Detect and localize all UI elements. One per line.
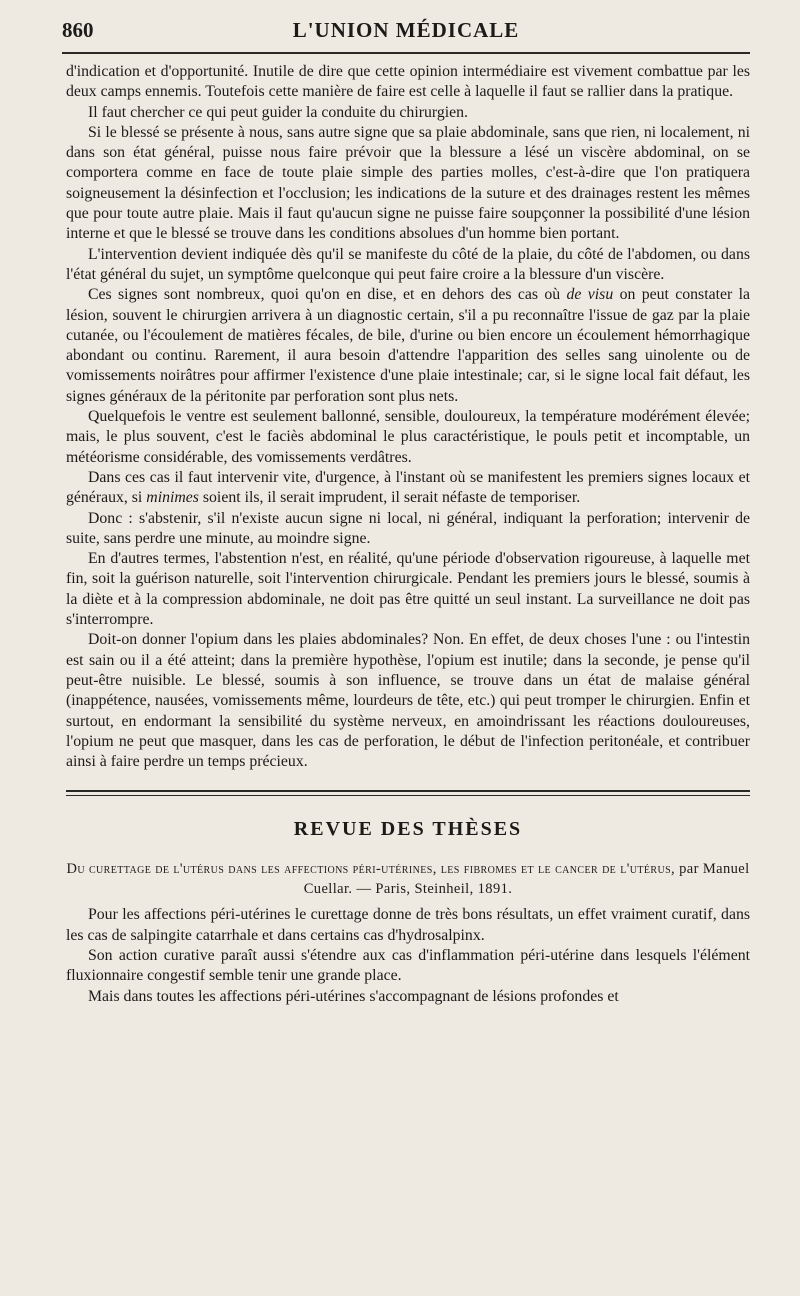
- paragraph: d'indication et d'opportunité. Inutile de dire que cette opinion intermédiaire est vivement combattue par les deux camps ennemis. Toutefois cette manière de faire est celle à laquelle il faut se rallier dans la pratique.: [66, 63, 750, 101]
- thesis-reference: [66, 859, 750, 899]
- section-separator: [66, 790, 750, 796]
- paragraph: Donc : s'abstenir, s'il n'existe aucun signe ni local, ni général, indiquant la perforation; intervenir de suite, sans perdre une minute, au moindre signe.: [66, 509, 750, 547]
- separator-rule: [66, 790, 750, 792]
- paragraph: [66, 285, 750, 407]
- paragraph-text: Dans ces cas il faut intervenir vite, d'urgence, à l'instant où se manifestent les premiers signes locaux et généraux, si: [66, 468, 750, 507]
- running-title: L'UNION MÉDICALE: [292, 18, 520, 42]
- paragraph: Son action curative paraît aussi s'étendre aux cas d'inflammation péri-utérine dans lesquels l'élément fluxionnaire congestif semble tenir une grande place.: [66, 946, 750, 985]
- paragraph: Doit-on donner l'opium dans les plaies abdominales? Non. En effet, de deux choses l'une : ou l'intestin est sain ou il a été atteint; dans la première hypothèse, l'opium est inutile; dans la seconde, je pense qu'il peut-être nuisible. Le blessé, soumis à son influence, se trouve dans un état de malaise général (inappétence, nausées, vomissements même, lourdeurs de tête, etc.) qui peut tromper le chirurgien. Enfin et surtout, en endormant la sensibilité du système nerveux, en amoindrissant les réactions douloureuses, l'opium ne peut que masquer, dans les cas de perforation, le début de l'infection peritonéale, et contribuer ainsi à faire perdre un temps précieux.: [66, 631, 750, 771]
- page-header: [62, 18, 750, 48]
- separator-rule: [66, 795, 750, 796]
- italic-phrase: minimes: [146, 489, 199, 507]
- paragraph: L'intervention devient indiquée dès qu'il se manifeste du côté de la plaie, du côté de l'abdomen, ou dans l'état général du sujet, un symptôme quelconque qui peut faire croire a la blessure d'un viscère.: [66, 245, 750, 283]
- paragraph: Pour les affections péri-utérines le curettage donne de très bons résultats, un effet vraiment curatif, dans les cas de salpingite catarrhale et dans certains cas d'hydrosalpinx.: [66, 906, 750, 944]
- reference-title: Du curettage de l'utérus dans les affections péri-utérines, les fibromes et le cancer de l'utérus: [66, 861, 672, 878]
- reference-author: , par Manuel Cuellar. — Paris, Steinheil, 1891.: [303, 861, 750, 898]
- paragraph: En d'autres termes, l'abstention n'est, en réalité, qu'une période d'observation rigoureuse, à laquelle met fin, soit la guérison naturelle, soit l'intervention chirurgicale. Pendant les premiers jours le blessé, soumis à la diète et à la compression abdominale, ne doit pas être quitté un seul instant. La surveillance ne doit pas s'interrompre.: [66, 550, 750, 629]
- italic-phrase: de visu: [566, 286, 614, 304]
- paragraph: Quelquefois le ventre est seulement ballonné, sensible, douloureux, la température modérément élevée; mais, le plus souvent, c'est le faciès abdominal le plus caractéristique, le pouls petit et incomptable, un météorisme considérable, des vomissements verdâtres.: [66, 408, 750, 466]
- page-number: 860: [62, 18, 94, 42]
- header-rule: [62, 52, 750, 54]
- article-body: [66, 62, 750, 1007]
- paragraph: [66, 468, 750, 509]
- paragraph-text: Ces signes sont nombreux, quoi qu'on en dise, et en dehors des cas où: [88, 286, 567, 304]
- paragraph-text: soient ils, il serait imprudent, il serait néfaste de temporiser.: [198, 489, 581, 507]
- paragraph: Si le blessé se présente à nous, sans autre signe que sa plaie abdominale, sans que rien, ni localement, ni dans son état général, puisse nous faire prévoir que la blessure a lésé un viscère abdominal, on se comportera comme en face de toute plaie simple des parties molles, c'est-à-dire que l'on pratiquera soigneusement la désinfection et l'occlusion; les indications de la suture et des drainages restent les mêmes que pour toute autre plaie. Mais il faut qu'aucun signe ne puisse faire soupçonner la possibilité d'une lésion interne et que le blessé se trouve dans les conditions absolues d'un homme bien portant.: [66, 123, 750, 243]
- paragraph: Mais dans toutes les affections péri-utérines s'accompagnant de lésions profondes et: [88, 987, 619, 1005]
- paragraph-text: on peut constater la lésion, souvent le chirurgien arrivera à un diagnostic certain, s'il a pu reconnaître l'issue de gaz par la plaie cutanée, ou l'écoulement de matières fécales, de bile, d'urine ou bien encore un écoulement hémorrhagique abondant ou continu. Rarement, il aura besoin d'attendre l'apparition des selles sang uinolente ou de vomissements noirâtres pour affirmer l'existence d'une plaie intestinale; car, si le signe local fait défaut, les signes généraux de la péritonite par perforation sont plus nets.: [66, 286, 750, 405]
- section-title: REVUE DES THÈSES: [293, 818, 523, 841]
- paragraph: Il faut chercher ce qui peut guider la conduite du chirurgien.: [88, 103, 468, 121]
